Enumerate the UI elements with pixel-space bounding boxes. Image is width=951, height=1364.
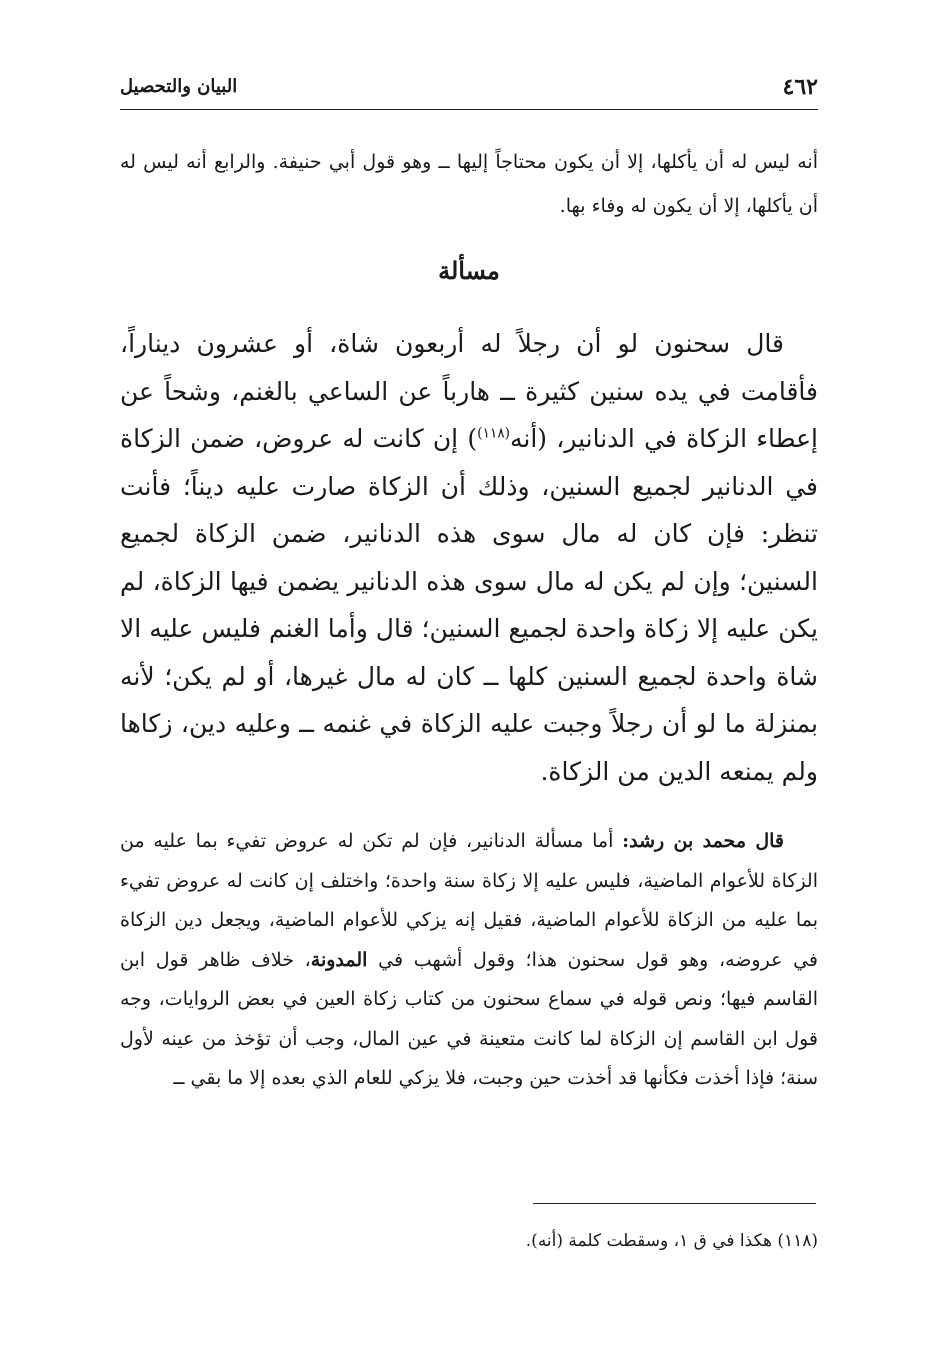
footnote-reference: (١١٨) [477,425,510,442]
question-paragraph [120,320,818,795]
commentary-text-start: أما مسألة الدنانير، فإن لم تكن له عروض تفيء بما عليه من الزكاة للأعوام الماضية، فليس عليه إلا زكاة سنة واحدة؛ واختلف إن كانت له عروض تفيء بما عليه من الزكاة للأعوام الماضية، فقيل إنه يزكي للأعوام الماضية، ويجعل دين الزكاة في عروضه، وهو قول سحنون هذا؛ وقول أشهب في [120,830,819,971]
source-title: المدونة [310,948,368,971]
commentary-paragraph [120,822,818,1099]
running-title: البيان والتحصيل [120,76,238,97]
page-header [120,70,818,106]
question-text-start: قال سحنون لو أن رجلاً له أربعون شاة، أو عشرون ديناراً، فأقامت في يده سنين كثيرة ــ هارباً عن الساعي بالغنم، وشحاً عن إعطاء الزكاة في الدنانير، (أنه [120,329,818,453]
page-number: ٤٦٢ [782,74,818,100]
footnote: (١١٨) هكذا في ق ١، وسقطت كلمة (أنه). [525,1231,818,1251]
commentary-text-end: ، خلاف ظاهر قول ابن القاسم فيها؛ ونص قوله في سماع سحنون من كتاب زكاة العين في بعض الروايات، وجه قول ابن القاسم إن الزكاة لما كانت متعينة في عين المال، وجب أن تؤخذ من عينه لأول سنة؛ فإذا أخذت فكأنها قد أخذت حين وجبت، فلا يزكي للعام الذي بعده إلا ما بقي ــ [120,948,818,1089]
intro-paragraph [120,140,818,228]
question-text-end: ) إن كانت له عروض، ضمن الزكاة في الدنانير لجميع السنين، وذلك أن الزكاة صارت عليه ديناً؛ فأنت تنظر: فإن كان له مال سوى هذه الدنانير، ضمن الزكاة لجميع السنين؛ وإن لم يكن له مال سوى هذه الدنانير يضمن فيها الزكاة، لم يكن عليه إلا زكاة واحدة لجميع السنين؛ قال وأما الغنم فليس عليه الا شاة واحدة لجميع السنين كلها ــ كان له مال غيرها، أو لم يكن؛ لأنه بمنزلة ما لو أن رجلاً وجبت عليه الزكاة في غنمه ــ وعليه دين، زكاها ولم يمنعه الدين من الزكاة. [120,424,818,786]
commentary-speaker: قال محمد بن رشد: [622,830,784,852]
section-heading: مسألة [438,256,500,285]
intro-text: أنه ليس له أن يأكلها، إلا أن يكون محتاجاً إليها ــ وهو قول أبي حنيفة. والرابع أنه ليس له أن يأكلها، إلا أن يكون له وفاء بها. [120,151,818,217]
footnote-divider [533,1203,816,1204]
header-divider [120,109,818,110]
